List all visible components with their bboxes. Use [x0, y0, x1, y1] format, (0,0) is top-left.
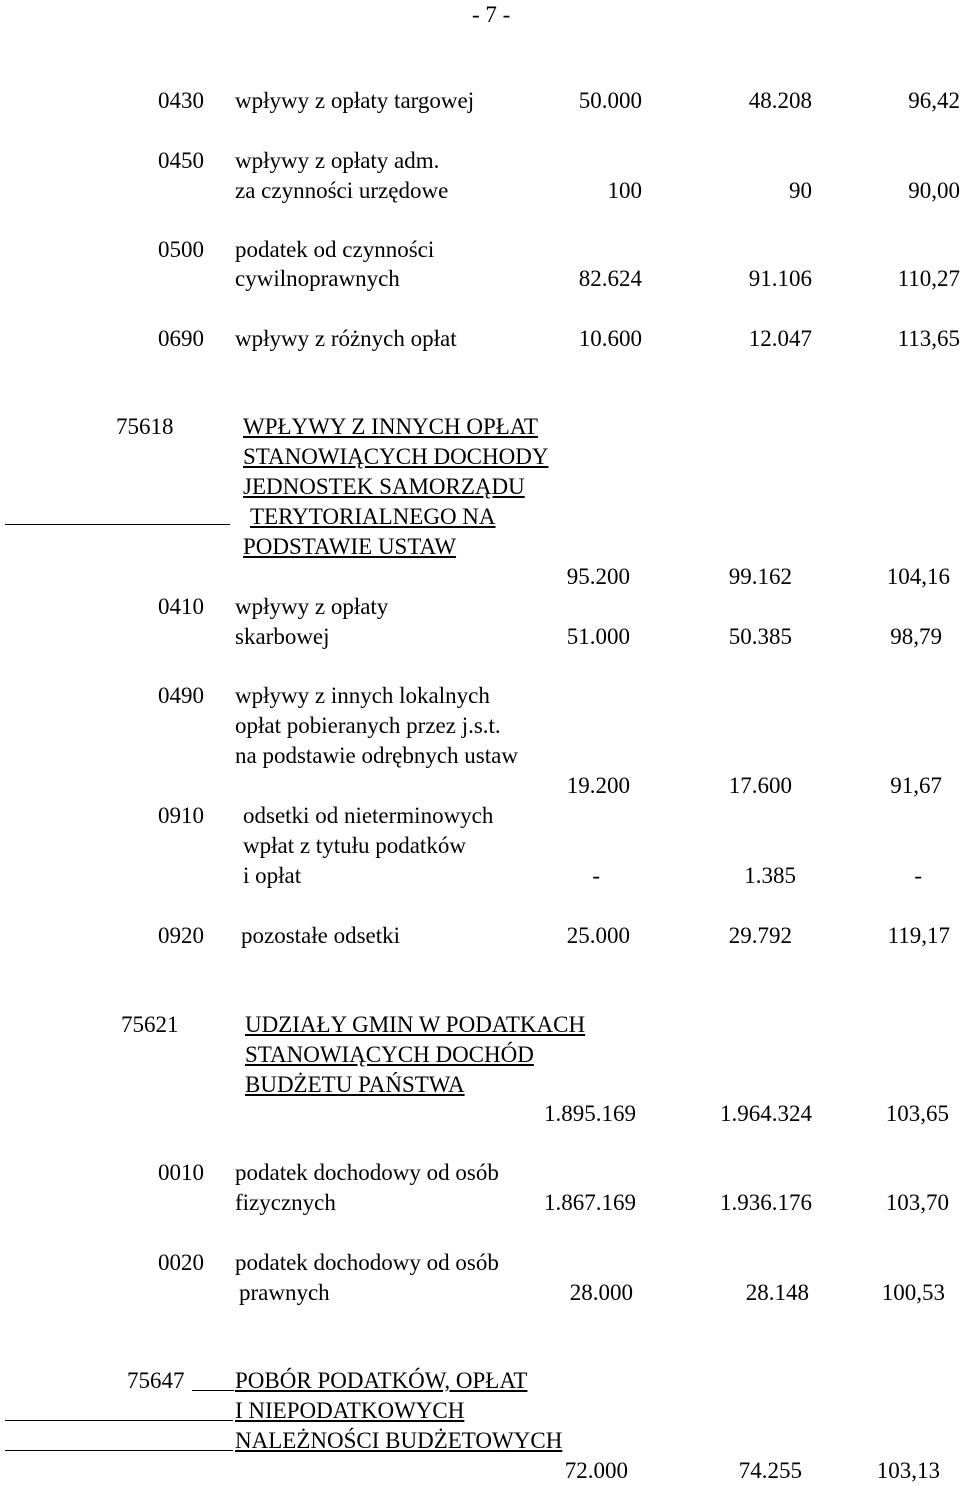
section-title-line: STANOWIĄCYCH DOCHÓD: [245, 1042, 534, 1067]
row-desc: wpływy z opłaty: [235, 594, 389, 619]
row-plan: 28.000: [569, 1280, 633, 1305]
row-pct: 113,65: [897, 326, 960, 351]
page-number: - 7 -: [472, 2, 511, 27]
row-plan: 50.000: [578, 88, 642, 113]
row-desc: opłat pobieranych przez j.s.t.: [235, 713, 501, 738]
row-pct: 90,00: [908, 178, 960, 203]
section-title-line: STANOWIĄCYCH DOCHODY: [243, 444, 549, 469]
row-desc: podatek dochodowy od osób: [235, 1160, 499, 1185]
row-exec: 50.385: [728, 624, 792, 649]
row-pct: -: [914, 863, 922, 888]
section-title-line: JEDNOSTEK SAMORZĄDU: [243, 474, 525, 499]
divider: [5, 524, 230, 525]
row-exec: 91.106: [748, 266, 812, 291]
section-plan: 95.200: [566, 564, 630, 589]
section-title-line: NALEŻNOŚCI BUDŻETOWYCH: [235, 1428, 563, 1453]
section-code: 75618: [116, 414, 174, 439]
row-desc: odsetki od nieterminowych: [243, 803, 494, 828]
row-pct: 119,17: [887, 923, 950, 948]
row-exec: 29.792: [728, 923, 792, 948]
row-plan: 1.867.169: [544, 1190, 636, 1215]
row-desc: podatek dochodowy od osób: [235, 1250, 499, 1275]
row-desc: wpływy z opłaty adm.: [235, 148, 440, 173]
row-plan: 100: [607, 178, 642, 203]
section-title-line: I NIEPODATKOWYCH: [235, 1398, 465, 1423]
row-desc: wpływy z różnych opłat: [235, 326, 457, 351]
row-exec: 1.385: [744, 863, 796, 888]
section-plan: 1.895.169: [544, 1101, 636, 1126]
section-title-line: PODSTAWIE USTAW: [243, 534, 457, 559]
row-desc: wpływy z innych lokalnych: [235, 683, 490, 708]
row-exec: 48.208: [748, 88, 812, 113]
divider: [5, 1450, 233, 1451]
section-pct: 103,65: [885, 1101, 949, 1126]
divider: [192, 1390, 234, 1391]
row-code: 0920: [158, 923, 204, 948]
row-pct: 96,42: [908, 88, 960, 113]
section-plan: 72.000: [564, 1458, 628, 1483]
section-code: 75621: [121, 1012, 179, 1037]
row-code: 0690: [158, 326, 204, 351]
section-exec: 1.964.324: [720, 1101, 812, 1126]
section-pct: 104,16: [886, 564, 950, 589]
row-desc: i opłat: [243, 863, 302, 888]
row-exec: 12.047: [748, 326, 812, 351]
row-desc: cywilnoprawnych: [235, 266, 400, 291]
row-plan: 19.200: [566, 773, 630, 798]
section-code: 75647: [127, 1368, 185, 1393]
row-exec: 1.936.176: [720, 1190, 812, 1215]
section-exec: 74.255: [738, 1458, 802, 1483]
section-title-line: UDZIAŁY GMIN W PODATKACH: [245, 1012, 586, 1037]
row-desc: prawnych: [239, 1280, 330, 1305]
row-plan: 51.000: [566, 624, 630, 649]
row-plan: 82.624: [578, 266, 642, 291]
row-plan: 10.600: [578, 326, 642, 351]
row-code: 0910: [158, 803, 204, 828]
row-pct: 103,70: [885, 1190, 949, 1215]
row-pct: 98,79: [890, 624, 942, 649]
row-code: 0020: [158, 1250, 204, 1275]
row-code: 0430: [158, 88, 204, 113]
divider: [5, 1420, 233, 1421]
section-title-line: TERYTORIALNEGO NA: [250, 504, 496, 529]
row-exec: 90: [789, 178, 812, 203]
section-title-line: POBÓR PODATKÓW, OPŁAT: [235, 1368, 528, 1393]
row-code: 0490: [158, 683, 204, 708]
row-plan: -: [592, 863, 600, 888]
row-desc: podatek od czynności: [235, 237, 435, 262]
row-pct: 110,27: [897, 266, 960, 291]
row-pct: 100,53: [881, 1280, 945, 1305]
row-desc: wpływy z opłaty targowej: [235, 88, 475, 113]
section-pct: 103,13: [876, 1458, 940, 1483]
row-desc: skarbowej: [235, 624, 330, 649]
row-desc: wpłat z tytułu podatków: [243, 833, 466, 858]
section-title-line: BUDŻETU PAŃSTWA: [245, 1072, 465, 1097]
row-desc: na podstawie odrębnych ustaw: [235, 743, 518, 768]
row-code: 0010: [158, 1160, 204, 1185]
row-desc: za czynności urzędowe: [235, 178, 449, 203]
row-code: 0450: [158, 148, 204, 173]
section-title-line: WPŁYWY Z INNYCH OPŁAT: [243, 414, 538, 439]
row-desc: pozostałe odsetki: [241, 923, 401, 948]
section-exec: 99.162: [728, 564, 792, 589]
row-exec: 28.148: [745, 1280, 809, 1305]
row-code: 0500: [158, 237, 204, 262]
row-exec: 17.600: [728, 773, 792, 798]
row-pct: 91,67: [890, 773, 942, 798]
row-plan: 25.000: [566, 923, 630, 948]
row-code: 0410: [158, 594, 204, 619]
row-desc: fizycznych: [235, 1190, 336, 1215]
